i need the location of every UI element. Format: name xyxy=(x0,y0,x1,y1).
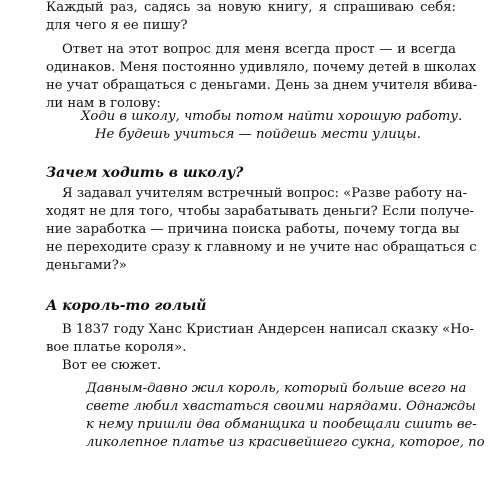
section1-line: деньгами?» xyxy=(46,258,127,273)
teacher-quote-line: Ходи в школу, чтобы потом найти хорошую работу. xyxy=(81,109,463,124)
section2-line: В 1837 году Ханс Кристиан Андерсен написал сказку «Но- xyxy=(62,322,475,337)
intro-line: Ответ на этот вопрос для меня всегда прост — и всегда xyxy=(62,42,456,57)
teacher-quote-line: Не будешь учиться — пойдешь мести улицы. xyxy=(95,127,421,142)
section2-line: Вот ее сюжет. xyxy=(62,358,162,373)
section-heading: А король-то голый xyxy=(46,298,207,314)
story-line: свете любил хвастаться своими нарядами. Однажды xyxy=(86,399,476,414)
section1-line: ходят не для того, чтобы зарабатывать деньги? Если получе- xyxy=(46,204,475,219)
intro-line: для чего я ее пишу? xyxy=(46,18,188,33)
section2-line: вое платье короля». xyxy=(46,340,187,355)
intro-line: не учат обращаться с деньгами. День за днем учителя вбива- xyxy=(46,78,478,93)
section1-line: не переходите сразу к главному и не учите нас обращаться с xyxy=(46,240,477,255)
intro-line: ли нам в голову: xyxy=(46,96,161,111)
story-line: Давным-давно жил король, который больше всего на xyxy=(86,381,467,396)
intro-line: одинаков. Меня постоянно удивляло, почему детей в школах xyxy=(46,60,477,75)
story-line: к нему пришли два обманщика и пообещали сшить ве- xyxy=(86,417,477,432)
section1-line: ние заработка — причина поиска работы, почему тогда вы xyxy=(46,222,460,237)
section-heading: Зачем ходить в школу? xyxy=(46,165,244,181)
story-line: ликолепное платье из красивейшего сукна, которое, по xyxy=(86,435,485,450)
section1-line: Я задавал учителям встречный вопрос: «Разве работу на- xyxy=(62,186,468,201)
intro-line: Каждый раз, садясь за новую книгу, я спрашиваю себя: xyxy=(46,0,456,15)
